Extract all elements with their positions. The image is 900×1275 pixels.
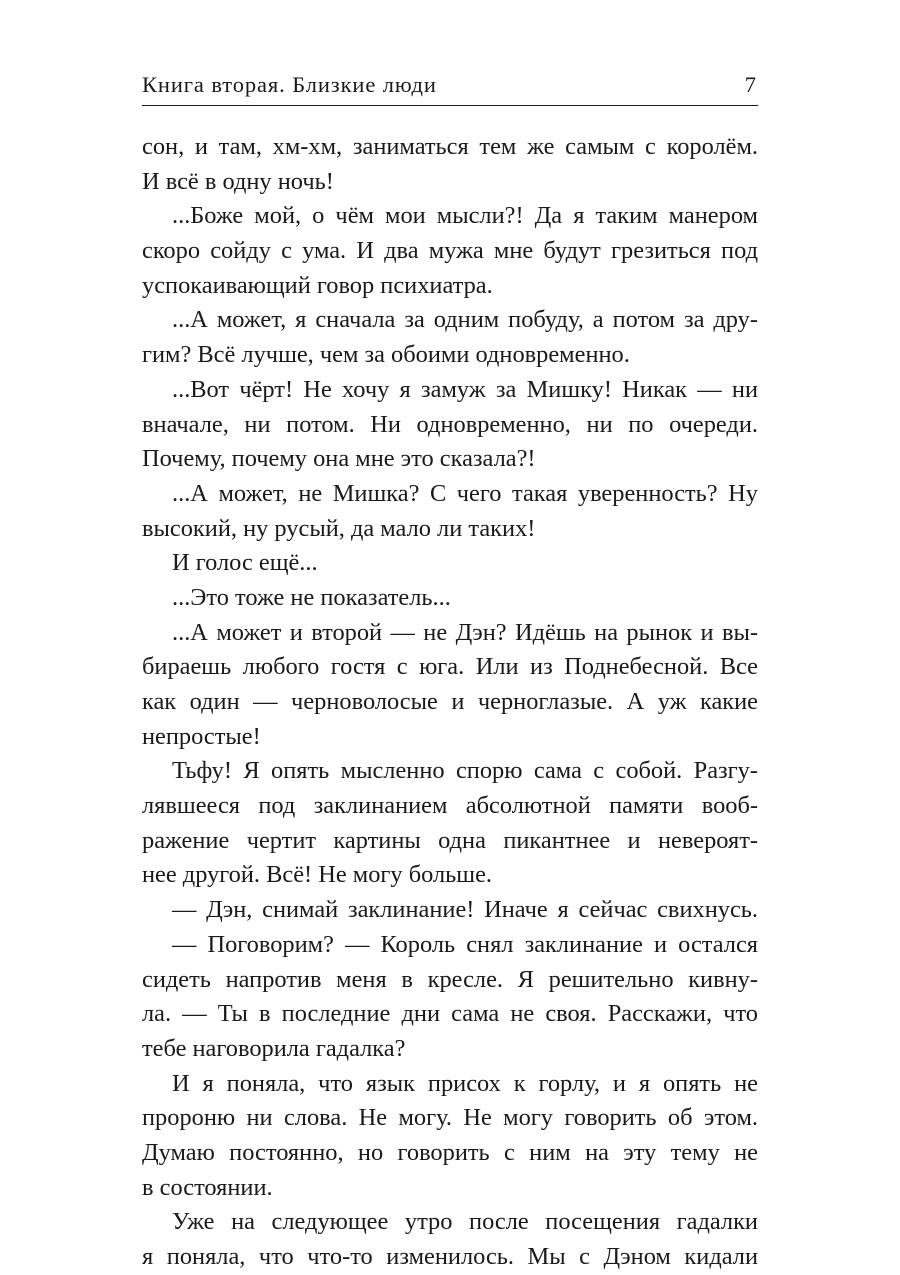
text-line: ...А может, я сначала за одним побуду, а потом за дру- xyxy=(172,306,758,334)
text-line: высокий, ну русый, да мало ли таких! xyxy=(142,514,536,542)
text-line: ...Это тоже не показатель... xyxy=(172,583,451,611)
header-rule xyxy=(142,105,758,106)
text-line: ражение чертит картины одна пикантнее и невероят- xyxy=(142,826,758,854)
text-line: ...А может и второй — не Дэн? Идёшь на рынок и вы- xyxy=(172,618,758,646)
text-line: лявшееся под заклинанием абсолютной памяти вооб- xyxy=(142,792,758,820)
text-line: — Дэн, снимай заклинание! Иначе я сейчас свихнусь. xyxy=(172,896,758,924)
text-line: тебе наговорила гадалка? xyxy=(142,1034,406,1062)
text-line: ла. — Ты в последние дни сама не своя. Расскажи, что xyxy=(142,1000,758,1028)
text-line: И я поняла, что язык присох к горлу, и я опять не xyxy=(172,1069,758,1097)
text-line: пророню ни слова. Не могу. Не могу говорить об этом. xyxy=(142,1104,758,1132)
text-line: Уже на следующее утро после посещения гадалки xyxy=(172,1208,758,1236)
text-line: непростые! xyxy=(142,722,261,750)
text-line: вначале, ни потом. Ни одновременно, ни по очереди. xyxy=(142,410,758,438)
text-line: скоро сойду с ума. И два мужа мне будут грезиться под xyxy=(142,237,758,265)
text-line: в состоянии. xyxy=(142,1173,273,1201)
running-header xyxy=(142,70,758,100)
text-line: ...А может, не Мишка? С чего такая уверенность? Ну xyxy=(172,479,758,507)
text-line: сон, и там, хм-хм, заниматься тем же самым с королём. xyxy=(142,133,758,160)
text-line: Тьфу! Я опять мысленно спорю сама с собой. Разгу- xyxy=(172,757,758,785)
text-line: сидеть напротив меня в кресле. Я решительно кивну- xyxy=(142,965,758,993)
text-line: Почему, почему она мне это сказала?! xyxy=(142,445,536,473)
text-line: нее другой. Всё! Не могу больше. xyxy=(142,861,493,889)
text-line: я поняла, что что-то изменилось. Мы с Дэном кидали xyxy=(142,1243,758,1270)
text-line: гим? Всё лучше, чем за обоими одновременно. xyxy=(142,341,630,369)
text-line: успокаивающий говор психиатра. xyxy=(142,271,493,299)
text-line: ...Боже мой, о чём мои мысли?! Да я таким манером xyxy=(172,202,758,230)
text-line: ...Вот чёрт! Не хочу я замуж за Мишку! Никак — ни xyxy=(172,375,758,403)
text-line: И всё в одну ночь! xyxy=(142,167,334,195)
text-line: Думаю постоянно, но говорить с ним на эту тему не xyxy=(142,1138,758,1166)
text-line: — Поговорим? — Король снял заклинание и остался xyxy=(172,930,758,958)
text-line: бираешь любого гостя с юга. Или из Поднебесной. Все xyxy=(142,653,758,681)
text-line: как один — черноволосые и черноглазые. А уж какие xyxy=(142,688,758,715)
text-line: И голос ещё... xyxy=(172,549,318,577)
running-title: Книга вторая. Близкие люди xyxy=(142,72,437,97)
book-page xyxy=(142,0,758,1270)
body-text xyxy=(142,130,758,1275)
page-number: 7 xyxy=(744,72,756,97)
